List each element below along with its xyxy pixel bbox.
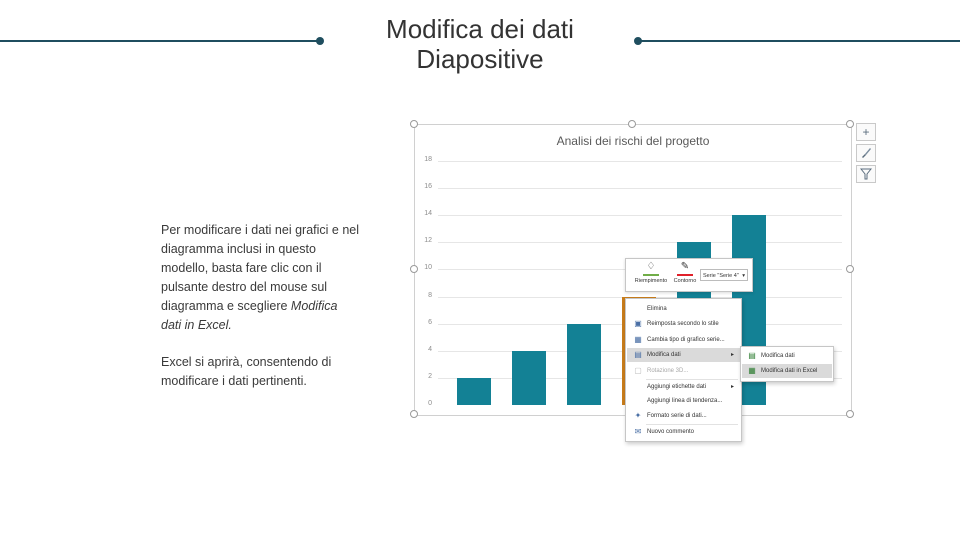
resize-handle-top[interactable]	[628, 120, 636, 128]
menu-item-add-data-labels[interactable]	[627, 380, 740, 394]
menu-item-label: Aggiungi etichette dati	[647, 384, 707, 390]
body-paragraph-2: Excel si aprirà, consentendo di modificare i dati pertinenti.	[161, 355, 332, 388]
edit-data-icon: ▤	[748, 351, 756, 360]
title-left-dot	[316, 37, 324, 45]
edit-data-submenu	[740, 346, 834, 382]
body-text	[161, 221, 361, 409]
resize-handle-left[interactable]	[410, 265, 418, 273]
y-tick-label: 6	[428, 318, 432, 326]
menu-item-label: Modifica dati	[647, 352, 681, 358]
gridline	[438, 242, 842, 243]
menu-item-label: Aggiungi linea di tendenza...	[647, 398, 723, 404]
menu-item-label: Reimposta secondo lo stile	[647, 321, 719, 327]
y-tick-label: 16	[424, 183, 432, 191]
outline-label: Contorno	[673, 278, 697, 284]
menu-item-label: Formato serie di dati...	[647, 413, 707, 419]
reset-style-icon: ▣	[634, 319, 642, 328]
menu-item-add-trendline[interactable]	[627, 394, 740, 408]
menu-item-label: Cambia tipo di grafico serie...	[647, 337, 725, 343]
y-tick-label: 12	[424, 237, 432, 245]
chevron-down-icon: ▾	[742, 273, 745, 279]
title-right-dot	[634, 37, 642, 45]
bar[interactable]	[457, 378, 491, 405]
menu-item-label: Rotazione 3D...	[647, 368, 689, 374]
title-left-rule	[0, 40, 320, 42]
gridline	[438, 215, 842, 216]
menu-item-reset-style[interactable]	[627, 317, 740, 331]
body-paragraph-1-emphasis: Modifica dati in Excel.	[161, 299, 338, 332]
comment-icon: ✉	[634, 427, 642, 436]
series-select-value: Serie "Serie 4"	[703, 273, 739, 279]
mini-toolbar	[625, 258, 753, 292]
chart-filter-button[interactable]	[856, 165, 876, 183]
outline-color-swatch	[677, 274, 693, 276]
y-tick-label: 0	[428, 400, 432, 407]
resize-handle-top-right[interactable]	[846, 120, 854, 128]
gridline	[438, 188, 842, 189]
menu-item-3d-rotation[interactable]	[627, 364, 740, 378]
brush-icon	[860, 147, 872, 159]
menu-item-new-comment[interactable]	[627, 425, 740, 439]
paint-bucket-icon: ♢	[646, 261, 656, 272]
resize-handle-top-left[interactable]	[410, 120, 418, 128]
body-paragraph-1-text: Per modificare i dati nei grafici e nel diagramma inclusi in questo modello, basta fare clic con il pulsante destro del mouse sul diagramma e scegliere	[161, 223, 360, 313]
menu-item-label: Nuovo commento	[647, 429, 695, 435]
gridline	[438, 161, 842, 162]
filter-icon	[860, 168, 872, 180]
fill-label: Riempimento	[634, 278, 668, 284]
resize-handle-bottom-right[interactable]	[846, 410, 854, 418]
format-icon: ✦	[634, 411, 642, 420]
y-tick-label: 2	[428, 372, 432, 380]
menu-item-format-data-series[interactable]	[627, 409, 740, 423]
y-tick-label: 18	[424, 156, 432, 163]
3d-rotation-icon: ▢	[634, 366, 642, 375]
chart-elements-button[interactable]	[856, 123, 876, 141]
bar[interactable]	[512, 351, 546, 405]
title-right-rule	[638, 40, 960, 42]
y-tick-label: 14	[424, 210, 432, 218]
edit-data-icon: ▤	[634, 350, 642, 359]
slide-title	[330, 14, 630, 74]
menu-item-edit-data[interactable]	[627, 348, 740, 362]
plus-icon: +	[862, 125, 870, 139]
bar-chart-icon: ▦	[634, 335, 642, 344]
y-tick-label: 4	[428, 345, 432, 353]
bar[interactable]	[567, 324, 601, 405]
submenu-arrow-icon: ▸	[730, 352, 734, 358]
excel-icon: ▦	[748, 366, 756, 375]
y-tick-label: 8	[428, 291, 432, 299]
submenu-arrow-icon: ▸	[730, 384, 734, 390]
body-paragraph-1	[161, 221, 361, 335]
slide-title-line-1: Modifica dei dati	[386, 14, 574, 44]
slide-title-line-2: Diapositive	[416, 44, 544, 74]
fill-color-swatch	[643, 274, 659, 276]
menu-item-label: Elimina	[647, 306, 667, 312]
y-tick-label: 10	[424, 264, 432, 272]
submenu-item-edit-data-in-excel[interactable]	[742, 364, 832, 378]
submenu-item-edit-data[interactable]	[742, 349, 832, 363]
chart-styles-button[interactable]	[856, 144, 876, 162]
resize-handle-right[interactable]	[846, 265, 854, 273]
series-select[interactable]	[700, 269, 748, 281]
menu-item-change-chart-type[interactable]	[627, 333, 740, 347]
submenu-item-label: Modifica dati in Excel	[761, 368, 818, 374]
resize-handle-bottom-left[interactable]	[410, 410, 418, 418]
pen-icon: ✎	[680, 261, 690, 272]
context-menu	[625, 298, 742, 442]
menu-item-delete[interactable]	[627, 302, 740, 316]
submenu-item-label: Modifica dati	[761, 353, 795, 359]
chart-title[interactable]: Analisi dei rischi del progetto	[556, 134, 710, 148]
